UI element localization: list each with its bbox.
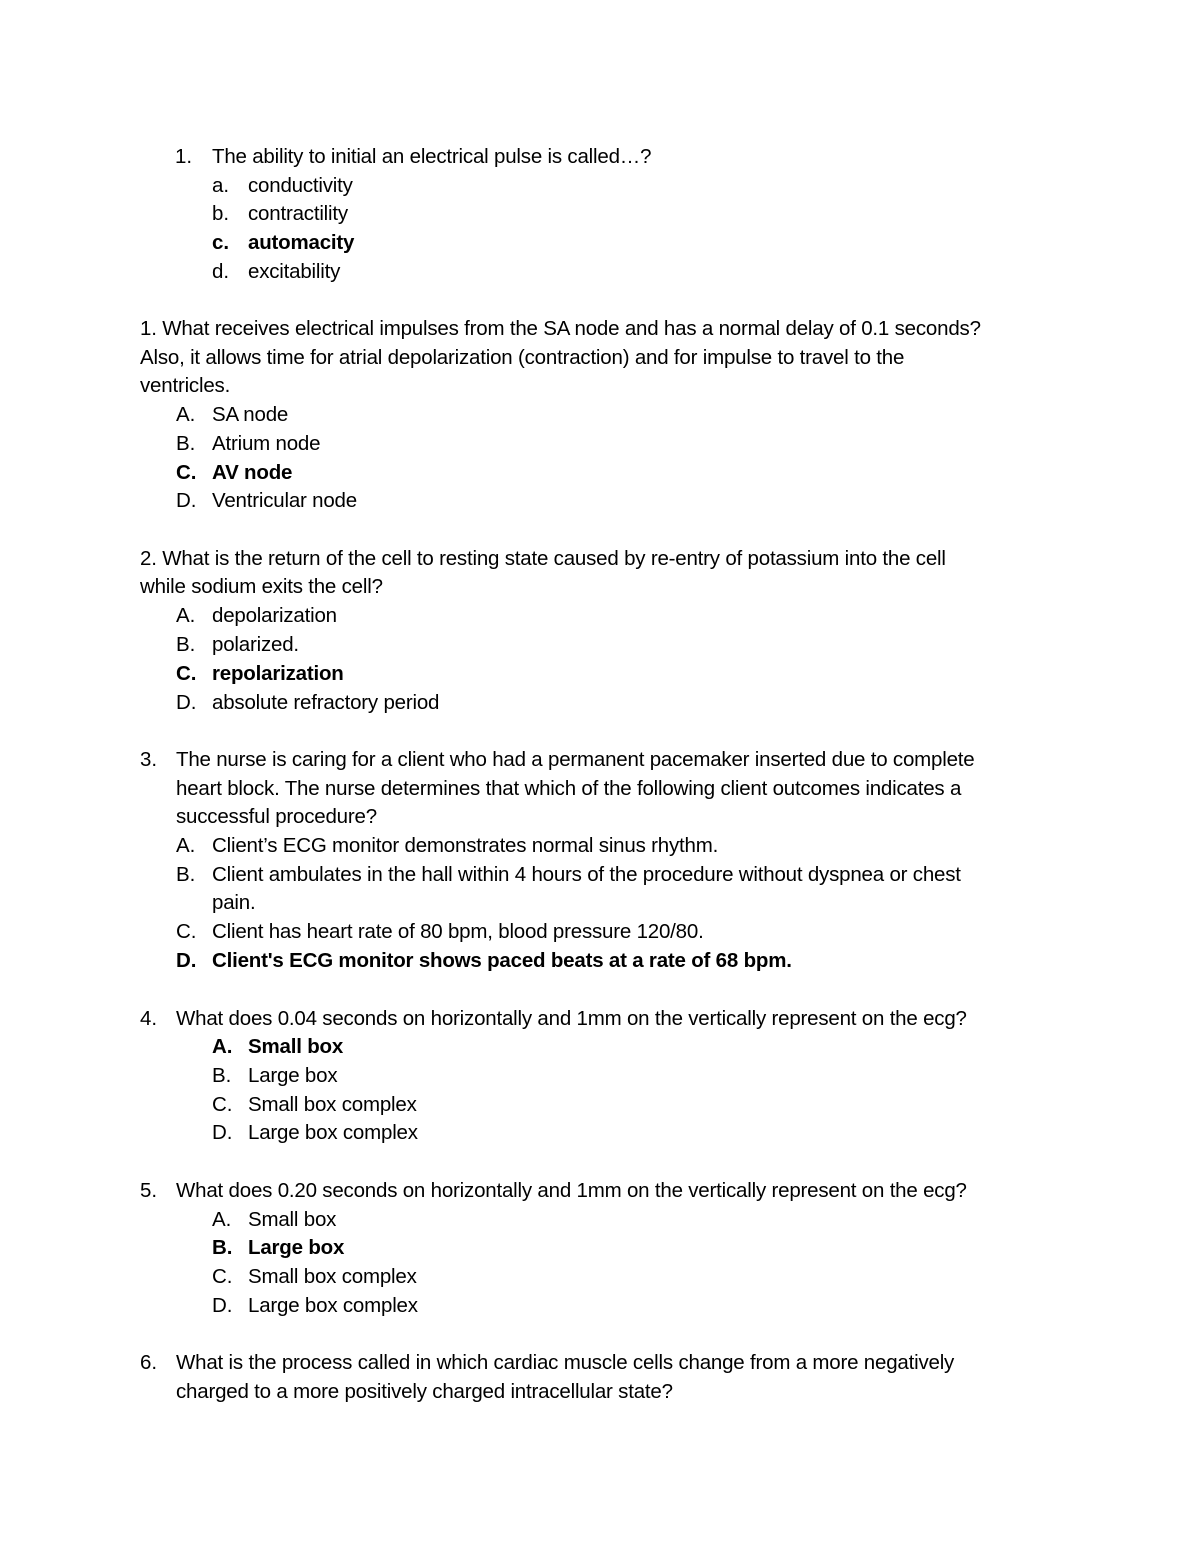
option-letter: A. (176, 604, 196, 627)
question-stem-line: charged to a more positively charged intracellular state? (176, 1380, 673, 1403)
question-stem-line: Also, it allows time for atrial depolarization (contraction) and for impulse to travel to the (140, 346, 905, 369)
option-letter: D. (176, 691, 197, 714)
option-text: excitability (248, 260, 341, 283)
option-letter-correct: D. (176, 949, 197, 972)
question-stem-line: heart block. The nurse determines that which of the following client outcomes indicates a (176, 777, 962, 800)
option-text-correct: repolarization (212, 662, 344, 685)
option-letter-correct: c. (212, 231, 230, 254)
option-text-correct: Client's ECG monitor shows paced beats at a rate of 68 bpm. (212, 949, 792, 972)
question-stem-line: The nurse is caring for a client who had a permanent pacemaker inserted due to complete (176, 748, 975, 771)
option-text: polarized. (212, 633, 299, 656)
option-letter-correct: B. (212, 1236, 233, 1259)
option-letter: D. (212, 1121, 233, 1144)
option-letter: B. (176, 863, 196, 886)
option-text: Atrium node (212, 432, 321, 455)
question-stem-line: 2. What is the return of the cell to resting state caused by re-entry of potassium into the cell (140, 547, 946, 570)
option-letter: C. (176, 920, 197, 943)
question-number: 3. (140, 748, 158, 771)
option-letter: C. (212, 1093, 233, 1116)
option-letter: A. (212, 1208, 232, 1231)
option-letter: B. (176, 633, 196, 656)
question-stem-line: 1. What receives electrical impulses from the SA node and has a normal delay of 0.1 seconds? (140, 317, 981, 340)
option-text-continued: pain. (212, 891, 256, 914)
option-text-correct: AV node (212, 461, 293, 484)
question-stem: What does 0.04 seconds on horizontally and 1mm on the vertically represent on the ecg? (176, 1007, 967, 1030)
option-letter: D. (212, 1294, 233, 1317)
question-number: 1. (175, 145, 193, 168)
option-text: Small box complex (248, 1093, 417, 1116)
option-text: Client’s ECG monitor demonstrates normal sinus rhythm. (212, 834, 719, 857)
option-text-correct: Small box (248, 1035, 344, 1058)
option-text: conductivity (248, 174, 353, 197)
option-text: Client has heart rate of 80 bpm, blood pressure 120/80. (212, 920, 704, 943)
option-text-correct: automacity (248, 231, 355, 254)
option-letter: b. (212, 202, 230, 225)
question-stem: The ability to initial an electrical pulse is called…? (212, 145, 652, 168)
option-letter-correct: C. (176, 662, 197, 685)
question-number: 6. (140, 1351, 158, 1374)
option-letter: B. (212, 1064, 232, 1087)
option-letter: A. (176, 834, 196, 857)
option-text: Large box complex (248, 1121, 418, 1144)
option-letter: C. (212, 1265, 233, 1288)
question-stem-line: successful procedure? (176, 805, 377, 828)
question-stem-line: ventricles. (140, 374, 231, 397)
option-letter-correct: A. (212, 1035, 233, 1058)
option-letter: B. (176, 432, 196, 455)
question-stem-line: while sodium exits the cell? (140, 575, 383, 598)
option-text: contractility (248, 202, 348, 225)
option-letter: D. (176, 489, 197, 512)
question-number: 5. (140, 1179, 158, 1202)
option-text: Client ambulates in the hall within 4 hours of the procedure without dyspnea or chest (212, 863, 961, 886)
option-letter: a. (212, 174, 230, 197)
option-text: SA node (212, 403, 289, 426)
question-number: 4. (140, 1007, 158, 1030)
option-text: Small box complex (248, 1265, 417, 1288)
option-text: Large box complex (248, 1294, 418, 1317)
option-letter: A. (176, 403, 196, 426)
option-text: Small box (248, 1208, 337, 1231)
option-letter: d. (212, 260, 230, 283)
option-text: Large box (248, 1064, 338, 1087)
option-text: absolute refractory period (212, 691, 440, 714)
question-stem-line: What is the process called in which cardiac muscle cells change from a more negatively (176, 1351, 955, 1374)
option-text-correct: Large box (248, 1236, 345, 1259)
question-stem: What does 0.20 seconds on horizontally and 1mm on the vertically represent on the ecg? (176, 1179, 967, 1202)
option-text: depolarization (212, 604, 337, 627)
option-text: Ventricular node (212, 489, 357, 512)
option-letter-correct: C. (176, 461, 197, 484)
